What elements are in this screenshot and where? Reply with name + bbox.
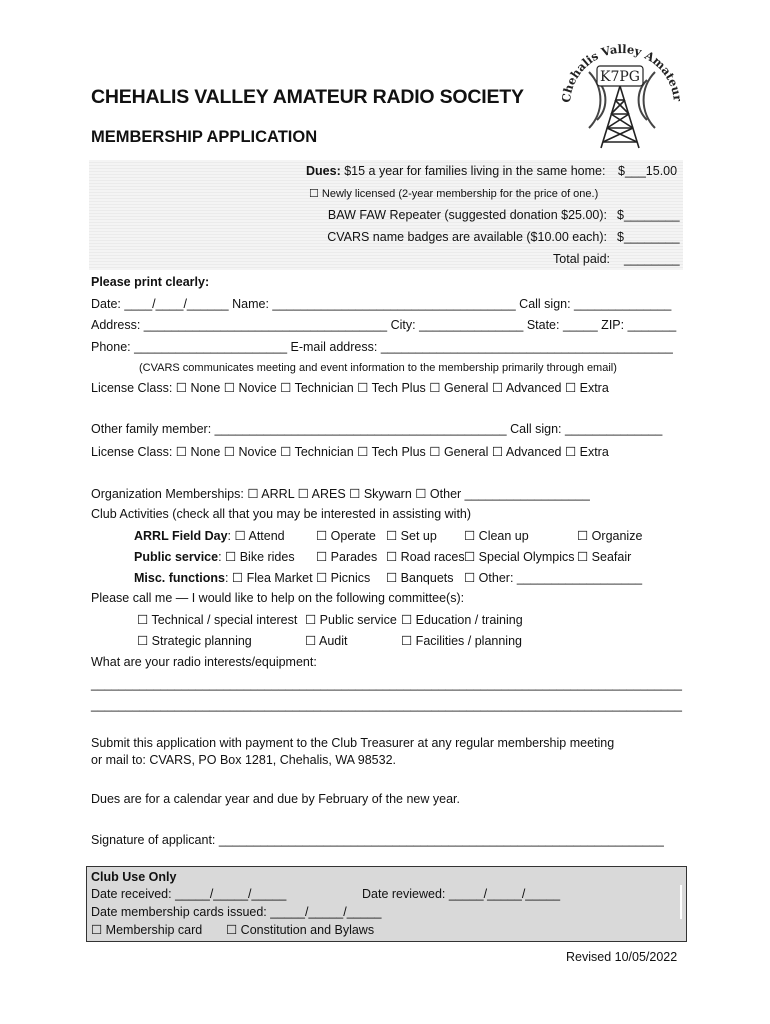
dues-note: Dues are for a calendar year and due by February of the new year. xyxy=(91,792,460,806)
other-family-member-fields[interactable]: Other family member: __________________________________________ Call sign: ______________ xyxy=(91,422,663,436)
logo-callsign: K7PG xyxy=(600,69,640,85)
public-service-label: Public service xyxy=(134,550,219,564)
fd-operate-checkbox[interactable]: ☐ Operate xyxy=(316,529,376,543)
total-paid-label: Total paid: xyxy=(553,252,610,266)
logo-ring-text: Chehalis Valley Amateur xyxy=(558,41,685,104)
license-class-options[interactable]: License Class: ☐ None ☐ Novice ☐ Technician ☐ Tech Plus ☐ General ☐ Advanced ☐ Extra xyxy=(91,381,609,395)
page-subtitle: MEMBERSHIP APPLICATION xyxy=(91,128,318,146)
ps-parades-checkbox[interactable]: ☐ Parades xyxy=(316,550,378,564)
committee-facilities-checkbox[interactable]: ☐ Facilities / planning xyxy=(401,634,522,648)
radio-interests-label: What are your radio interests/equipment: xyxy=(91,655,317,669)
repeater-amount-field[interactable]: $________ xyxy=(617,208,680,222)
misc-picnics-checkbox[interactable]: ☐ Picnics xyxy=(316,571,371,585)
committee-audit-checkbox[interactable]: ☐ Audit xyxy=(305,634,348,648)
committee-heading: Please call me — I would like to help on the following committee(s): xyxy=(91,591,465,605)
date-name-callsign-fields[interactable]: Date: ____/____/______ Name: ___________________________________ Call sign: ______________ xyxy=(91,297,672,311)
date-received-field[interactable]: Date received: _____/_____/_____ xyxy=(91,887,287,901)
badges-label: CVARS name badges are available ($10.00 each): xyxy=(327,230,607,244)
fd-attend-checkbox[interactable]: : ☐ Attend xyxy=(227,529,285,543)
ps-special-olympics-checkbox[interactable]: ☐ Special Olympics xyxy=(464,550,575,564)
repeater-donation-label: BAW FAW Repeater (suggested donation $25.00): xyxy=(327,208,607,222)
address-fields[interactable]: Address: ___________________________________ City: _______________ State: _____ ZIP: _______ xyxy=(91,318,677,332)
radio-interests-line-1[interactable]: _____________________________________________________________________________________ xyxy=(91,677,682,691)
ps-seafair-checkbox[interactable]: ☐ Seafair xyxy=(577,550,632,564)
club-activities-heading: Club Activities (check all that you may be interested in assisting with) xyxy=(91,507,472,521)
misc-other-field[interactable]: ☐ Other: __________________ xyxy=(464,571,643,585)
submit-instructions-1: Submit this application with payment to the Club Treasurer at any regular membership meeting xyxy=(91,736,615,750)
cards-issued-field[interactable]: Date membership cards issued: _____/_____/_____ xyxy=(91,905,382,919)
date-reviewed-field[interactable]: Date reviewed: _____/_____/_____ xyxy=(362,887,561,901)
field-day-row xyxy=(134,528,285,543)
club-logo xyxy=(545,20,695,160)
fd-organize-checkbox[interactable]: ☐ Organize xyxy=(577,529,643,543)
page-title: CHEHALIS VALLEY AMATEUR RADIO SOCIETY xyxy=(91,86,524,108)
misc-functions-label: Misc. functions xyxy=(134,571,225,585)
dues-label: Dues: xyxy=(306,164,341,178)
badges-amount-field[interactable]: $________ xyxy=(617,230,680,244)
license-class-options-family[interactable]: License Class: ☐ None ☐ Novice ☐ Technician ☐ Tech Plus ☐ General ☐ Advanced ☐ Extra xyxy=(91,445,609,459)
email-note: (CVARS communicates meeting and event information to the membership primarily through email) xyxy=(139,362,617,374)
field-day-label: ARRL Field Day xyxy=(134,529,228,543)
ps-road-races-checkbox[interactable]: ☐ Road races xyxy=(386,550,465,564)
misc-banquets-checkbox[interactable]: ☐ Banquets xyxy=(386,571,454,585)
ps-bike-rides-checkbox[interactable]: : ☐ Bike rides xyxy=(218,550,295,564)
dues-amount[interactable]: $___15.00 xyxy=(618,164,678,178)
signature-field[interactable]: Signature of applicant: ________________________________________________________________ xyxy=(91,833,664,847)
total-paid-field[interactable]: ________ xyxy=(624,252,680,266)
fd-setup-checkbox[interactable]: ☐ Set up xyxy=(386,529,437,543)
submit-instructions-2: or mail to: CVARS, PO Box 1281, Chehalis, WA 98532. xyxy=(91,753,397,767)
dues-line xyxy=(306,164,605,178)
constitution-checkbox[interactable]: ☐ Constitution and Bylaws xyxy=(226,923,375,937)
dues-text: $15 a year for families living in the same home: xyxy=(344,164,606,178)
public-service-row xyxy=(134,549,295,564)
committee-technical-checkbox[interactable]: ☐ Technical / special interest xyxy=(137,613,298,627)
newly-licensed-checkbox[interactable]: ☐ Newly licensed (2-year membership for the price of one.) xyxy=(309,188,599,200)
fd-cleanup-checkbox[interactable]: ☐ Clean up xyxy=(464,529,529,543)
committee-strategic-checkbox[interactable]: ☐ Strategic planning xyxy=(137,634,252,648)
revised-date: Revised 10/05/2022 xyxy=(566,950,678,964)
print-clearly-heading: Please print clearly: xyxy=(91,275,210,289)
misc-functions-row xyxy=(134,570,313,585)
committee-public-service-checkbox[interactable]: ☐ Public service xyxy=(305,613,397,627)
radio-interests-line-2[interactable]: _____________________________________________________________________________________ xyxy=(91,698,682,712)
svg-text:Chehalis Valley Amateur Radio xyxy=(545,20,685,106)
membership-card-checkbox[interactable]: ☐ Membership card xyxy=(91,923,203,937)
committee-education-checkbox[interactable]: ☐ Education / training xyxy=(401,613,523,627)
club-use-heading: Club Use Only xyxy=(91,870,177,884)
organization-memberships[interactable]: Organization Memberships: ☐ ARRL ☐ ARES ☐ Skywarn ☐ Other __________________ xyxy=(91,487,590,501)
misc-flea-market-checkbox[interactable]: : ☐ Flea Market xyxy=(224,571,313,585)
phone-email-fields[interactable]: Phone: ______________________ E-mail address: __________________________________________ xyxy=(91,340,673,354)
